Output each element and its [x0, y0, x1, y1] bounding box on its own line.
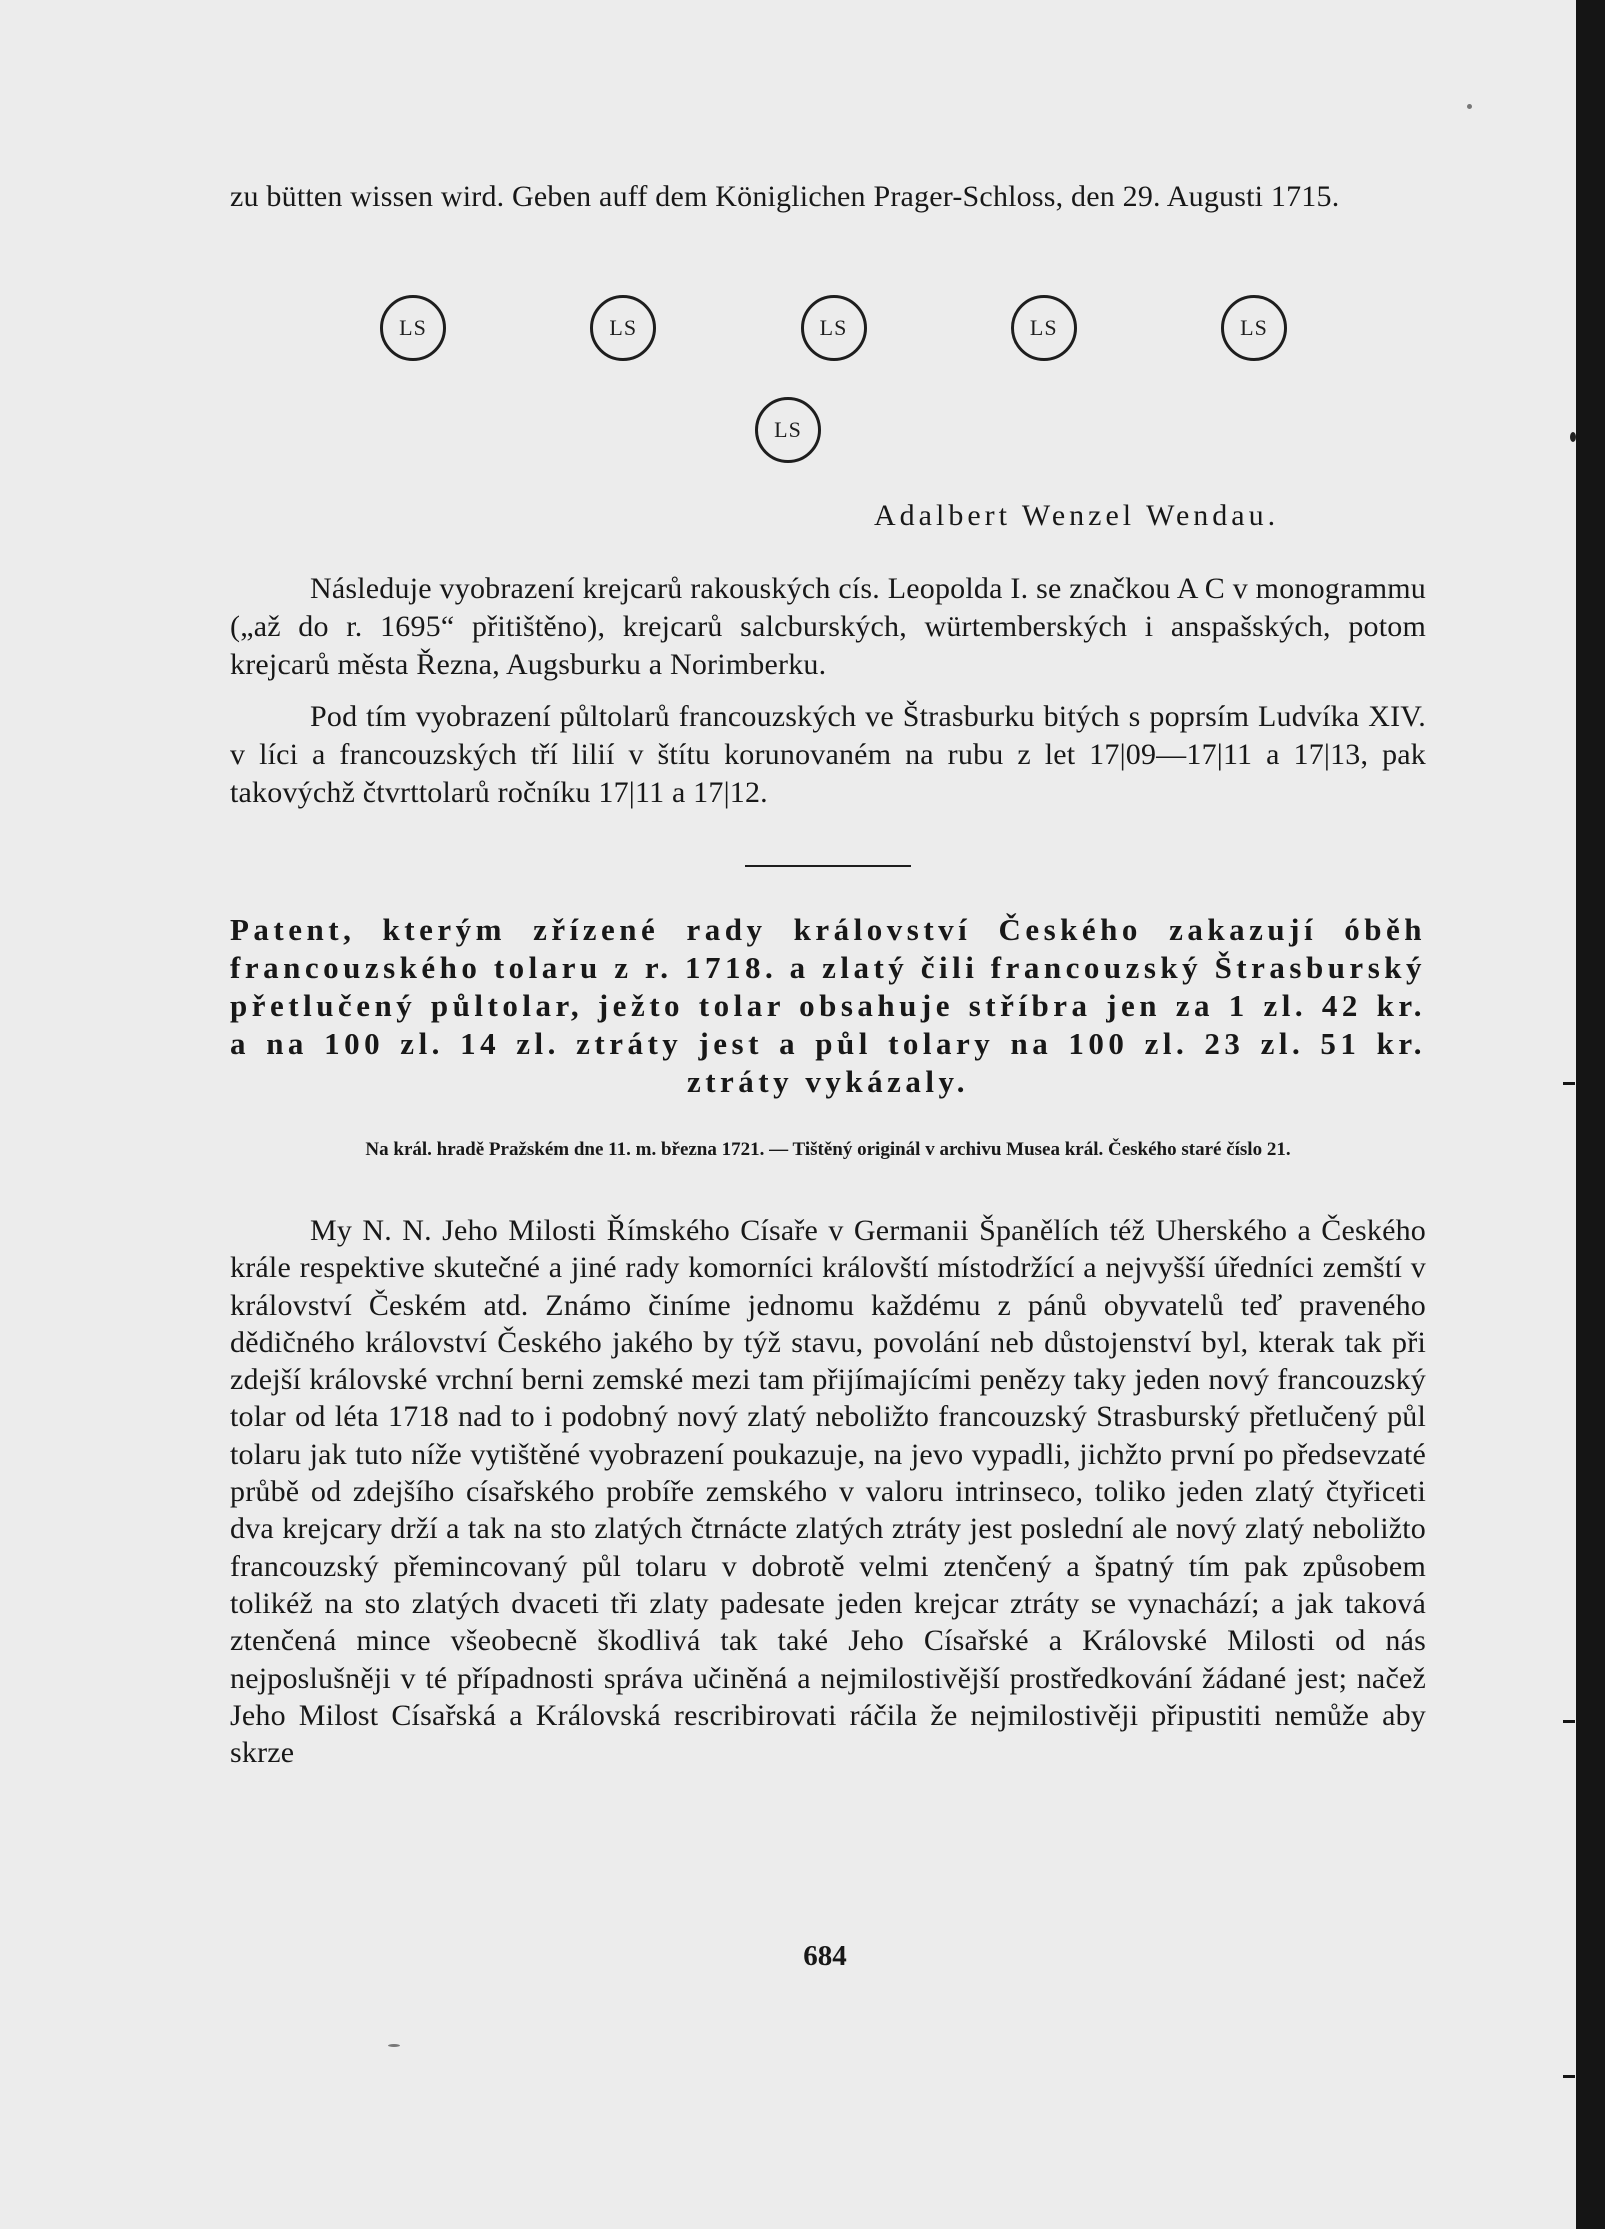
edge-mark	[1563, 1720, 1575, 1723]
seal-ls-1: LS	[380, 295, 446, 361]
scan-speck	[388, 2044, 400, 2047]
seal-ls-2: LS	[590, 295, 656, 361]
paragraph-coins: Následuje vyobrazení krejcarů rakouských cís. Leopolda I. se značkou A C v monogrammu („až do r. 1695“ přitištěno), krejcarů salcburských, würtemberských i anspašských, potom krejcarů města Řezna, Augsburku a Norimberku.	[230, 572, 1426, 681]
paragraph-thalers: Pod tím vyobrazení půltolarů francouzských ve Štrasburku bitých s poprsím Ludvíka XIV. v líci a francouzských tří lilií v štítu korunovaném na rubu z let 17|09—17|11 a 17|13, pak takovýchž čtvrttolarů ročníku 17|11 a 17|12.	[230, 700, 1426, 809]
signature: Adalbert Wenzel Wendau.	[874, 499, 1280, 532]
patent-heading: Patent, kterým zřízené rady království Českého zakazují óběh francouzského tolaru z r. 1718. a zlatý čili francouzský Štrasburský přetlučený půltolar, ježto tolar obsahuje stříbra jen za 1 zl. 42 kr. a na 100 zl. 14 zl. ztráty jest a půl tolary na 100 zl. 23 zl. 51 kr. ztráty vykázaly.	[230, 912, 1426, 1099]
scan-border	[1576, 0, 1605, 2229]
patent-body	[230, 1212, 1426, 1771]
source-note: Na král. hradě Pražském dne 11. m. března 1721. — Tištěný originál v archivu Musea král. Českého staré číslo 21.	[365, 1139, 1291, 1160]
intro-text: zu bütten wissen wird. Geben auff dem Königlichen Prager-Schloss, den 29. Augusti 1715.	[230, 180, 1340, 213]
seal-ls-4: LS	[1011, 295, 1077, 361]
seal-ls-3: LS	[801, 295, 867, 361]
seal-ls-5: LS	[1221, 295, 1287, 361]
page-number: 684	[803, 1940, 847, 1972]
edge-mark	[1563, 1082, 1575, 1085]
seal-row-top	[380, 295, 1287, 361]
scan-speck	[1467, 104, 1472, 109]
seal-row-bottom	[0, 397, 1576, 463]
seal-ls-6: LS	[755, 397, 821, 463]
body-paragraph: My N. N. Jeho Milosti Římského Císaře v Germanii Španělích též Uherského a Českého krále respektive skutečné a jiné rady komorníci královští místodržící a nejvyšší úředníci zemští v království Českém atd. Známo činíme jednomu každému z pánů obyvatelů teď praveného dědičného království Českého jakého by týž stavu, povolání neb důstojenství byl, kterak tak při zdejší královské vrchní berni zemské mezi tam přijímajícími penězy taky jeden nový francouzský tolar od léta 1718 nad to i podobný nový zlatý neboližto francouzský Strasburský přetlučený půl tolaru jak tuto níže vytištěné vyobrazení poukazuje, na jevo vypadli, jichžto první po předsevzaté průbě od zdejšího císařského probíře zemského v valoru intrinseco, toliko jeden zlatý čtyřiceti dva krejcary drží a tak na sto zlatých čtrnácte zlatých ztráty jest poslední ale nový zlatý neboližto francouzský přemincovaný půl tolaru v dobrotě velmi ztenčený a špatný tím pak způsobem tolikéž na sto zlatých dvaceti tři zlaty padesate jeden krejcar ztráty se vynachází; a jak taková ztenčená mince všeobecně škodlivá tak také Jeho Císařské a Královské Milosti od nás nejposlušněji v té případnosti správa učiněná a nejmilostivější prostředkování žádané jest; načež Jeho Milost Císařská a Královská rescribirovati ráčila že nejmilostivěji připustiti nemůže aby skrze	[230, 1214, 1426, 1770]
section-divider	[745, 865, 911, 867]
edge-mark	[1563, 2075, 1575, 2078]
